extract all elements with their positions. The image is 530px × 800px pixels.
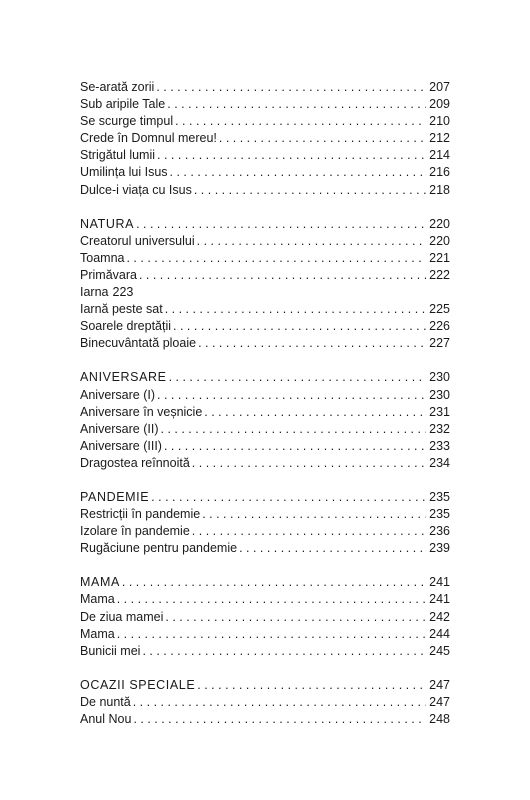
- dot-leader: [194, 182, 426, 199]
- page-number: 241: [429, 592, 450, 607]
- toc-section: [80, 677, 450, 728]
- section-title: NATURA: [80, 216, 135, 231]
- dot-leader: [139, 267, 426, 284]
- toc-entry: [80, 130, 450, 147]
- dot-leader: [197, 233, 426, 250]
- entry-title: Aniversare (II): [80, 421, 159, 436]
- dot-leader: [219, 130, 426, 147]
- dot-leader: [133, 711, 426, 728]
- entry-title: Primăvara: [80, 267, 137, 282]
- dot-leader: [117, 626, 426, 643]
- toc-entry: [80, 609, 450, 626]
- entry-title: Restricții în pandemie: [80, 507, 201, 522]
- page-number: 232: [429, 421, 450, 436]
- page-number: 209: [429, 97, 450, 112]
- toc-entry: [80, 147, 450, 164]
- dot-leader: [192, 523, 426, 540]
- dot-leader: [122, 574, 426, 591]
- toc-entry: [80, 335, 450, 352]
- dot-leader: [165, 609, 426, 626]
- dot-leader: [202, 506, 426, 523]
- page-number: 248: [429, 712, 450, 726]
- toc-entry: [80, 643, 450, 660]
- dot-leader: [117, 591, 426, 608]
- dot-leader: [197, 677, 426, 694]
- dot-leader: [170, 164, 426, 181]
- toc-section-heading: [80, 677, 450, 694]
- toc-section: [80, 369, 450, 472]
- page-number: 207: [429, 80, 450, 94]
- entry-title: Soarele dreptății: [80, 319, 172, 334]
- entry-title: Iarna: [80, 285, 109, 300]
- toc-entry: [80, 591, 450, 608]
- page-number: 236: [429, 524, 450, 539]
- dot-leader: [126, 250, 426, 267]
- section-title: OCAZII SPECIALE: [80, 677, 196, 692]
- toc-entry: [80, 164, 450, 181]
- page-number: 244: [429, 626, 450, 641]
- dot-leader: [175, 113, 426, 130]
- page-number: 235: [429, 507, 450, 522]
- toc-entry: [80, 523, 450, 540]
- page-number: 225: [429, 302, 450, 317]
- entry-title: Mama: [80, 592, 115, 607]
- dot-leader: [165, 301, 426, 318]
- entry-title: Binecuvântată ploaie: [80, 336, 197, 351]
- toc-section-heading: [80, 369, 450, 386]
- entry-title: Izolare în pandemie: [80, 524, 190, 539]
- page-number: 234: [429, 455, 450, 470]
- toc-entry: [80, 250, 450, 267]
- section-title: PANDEMIE: [80, 489, 150, 504]
- entry-title: Umilința lui Isus: [80, 165, 168, 180]
- entry-title: Anul Nou: [80, 712, 132, 726]
- toc-entry: [80, 301, 450, 318]
- dot-leader: [169, 369, 426, 386]
- entry-title: Creatorul universului: [80, 233, 195, 248]
- page-number: 214: [429, 148, 450, 163]
- page-number: 245: [429, 643, 450, 658]
- page-number: 221: [429, 250, 450, 265]
- dot-leader: [156, 79, 426, 96]
- toc-entry: [80, 404, 450, 421]
- page-number: 216: [429, 165, 450, 180]
- dot-leader: [136, 216, 426, 233]
- page-number: 230: [429, 370, 450, 385]
- entry-title: Bunicii mei: [80, 643, 141, 658]
- entry-title: Rugăciune pentru pandemie: [80, 541, 238, 556]
- dot-leader: [204, 404, 426, 421]
- toc-entry: [80, 284, 450, 301]
- dot-leader: [157, 387, 426, 404]
- toc-entry: [80, 182, 450, 199]
- page-number: 218: [429, 182, 450, 197]
- entry-title: Strigătul lumii: [80, 148, 156, 163]
- dot-leader: [192, 455, 426, 472]
- entry-title: Dragostea reînnoită: [80, 455, 190, 470]
- entry-title: Aniversare (I): [80, 387, 156, 402]
- dot-leader: [167, 96, 426, 113]
- entry-title: De ziua mamei: [80, 609, 164, 624]
- toc-section: [80, 216, 450, 353]
- toc-entry: [80, 694, 450, 711]
- entry-title: Se scurge timpul: [80, 114, 174, 129]
- entry-title: Dulce-i viața cu Isus: [80, 182, 192, 197]
- entry-title: Mama: [80, 626, 115, 641]
- page-number: 230: [429, 387, 450, 402]
- page-number: 233: [429, 438, 450, 453]
- toc-entry: [80, 540, 450, 557]
- page-number: 235: [429, 489, 450, 504]
- toc-entry: [80, 79, 450, 96]
- toc-entry: [80, 233, 450, 250]
- toc-section-heading: [80, 574, 450, 591]
- toc-entry: [80, 626, 450, 643]
- page-number: 222: [429, 267, 450, 282]
- dot-leader: [173, 318, 426, 335]
- entry-title: Aniversare (III): [80, 438, 162, 453]
- page-number: 210: [429, 114, 450, 129]
- page-number: 212: [429, 131, 450, 146]
- toc-entry: [80, 506, 450, 523]
- dot-leader: [133, 694, 426, 711]
- section-title: ANIVERSARE: [80, 370, 167, 385]
- page-number: 227: [429, 336, 450, 351]
- toc-section: [80, 79, 450, 199]
- dot-leader: [142, 643, 426, 660]
- toc-entry: [80, 113, 450, 130]
- toc-section-heading: [80, 216, 450, 233]
- page-number: 241: [429, 575, 450, 590]
- page-number: 247: [429, 677, 450, 692]
- entry-title: Toamna: [80, 250, 125, 265]
- toc-entry: [80, 421, 450, 438]
- toc-entry: [80, 267, 450, 284]
- toc-entry: [80, 711, 450, 728]
- page-number: 220: [429, 216, 450, 231]
- table-of-contents: [80, 79, 450, 745]
- toc-entry: [80, 387, 450, 404]
- toc-section: [80, 574, 450, 659]
- dot-leader: [239, 540, 426, 557]
- dot-leader: [151, 489, 426, 506]
- toc-section-heading: [80, 489, 450, 506]
- page-number: 239: [429, 541, 450, 556]
- entry-title: Iarnă peste sat: [80, 302, 163, 317]
- toc-section: [80, 489, 450, 557]
- section-title: MAMA: [80, 575, 120, 590]
- toc-entry: [80, 438, 450, 455]
- entry-title: Sub aripile Tale: [80, 97, 166, 112]
- page-number: 220: [429, 233, 450, 248]
- toc-entry: [80, 318, 450, 335]
- entry-title: Se-arată zorii: [80, 80, 155, 94]
- page-number: 231: [429, 404, 450, 419]
- entry-title: De nuntă: [80, 694, 131, 709]
- toc-entry: [80, 96, 450, 113]
- page-number: 242: [429, 609, 450, 624]
- page-number: 223: [112, 285, 134, 300]
- dot-leader: [157, 147, 426, 164]
- dot-leader: [198, 335, 426, 352]
- dot-leader: [164, 438, 426, 455]
- page-number: 247: [429, 694, 450, 709]
- dot-leader: [161, 421, 427, 438]
- toc-entry: [80, 455, 450, 472]
- entry-title: Crede în Domnul mereu!: [80, 131, 217, 146]
- entry-title: Aniversare în veșnicie: [80, 404, 203, 419]
- page-number: 226: [429, 319, 450, 334]
